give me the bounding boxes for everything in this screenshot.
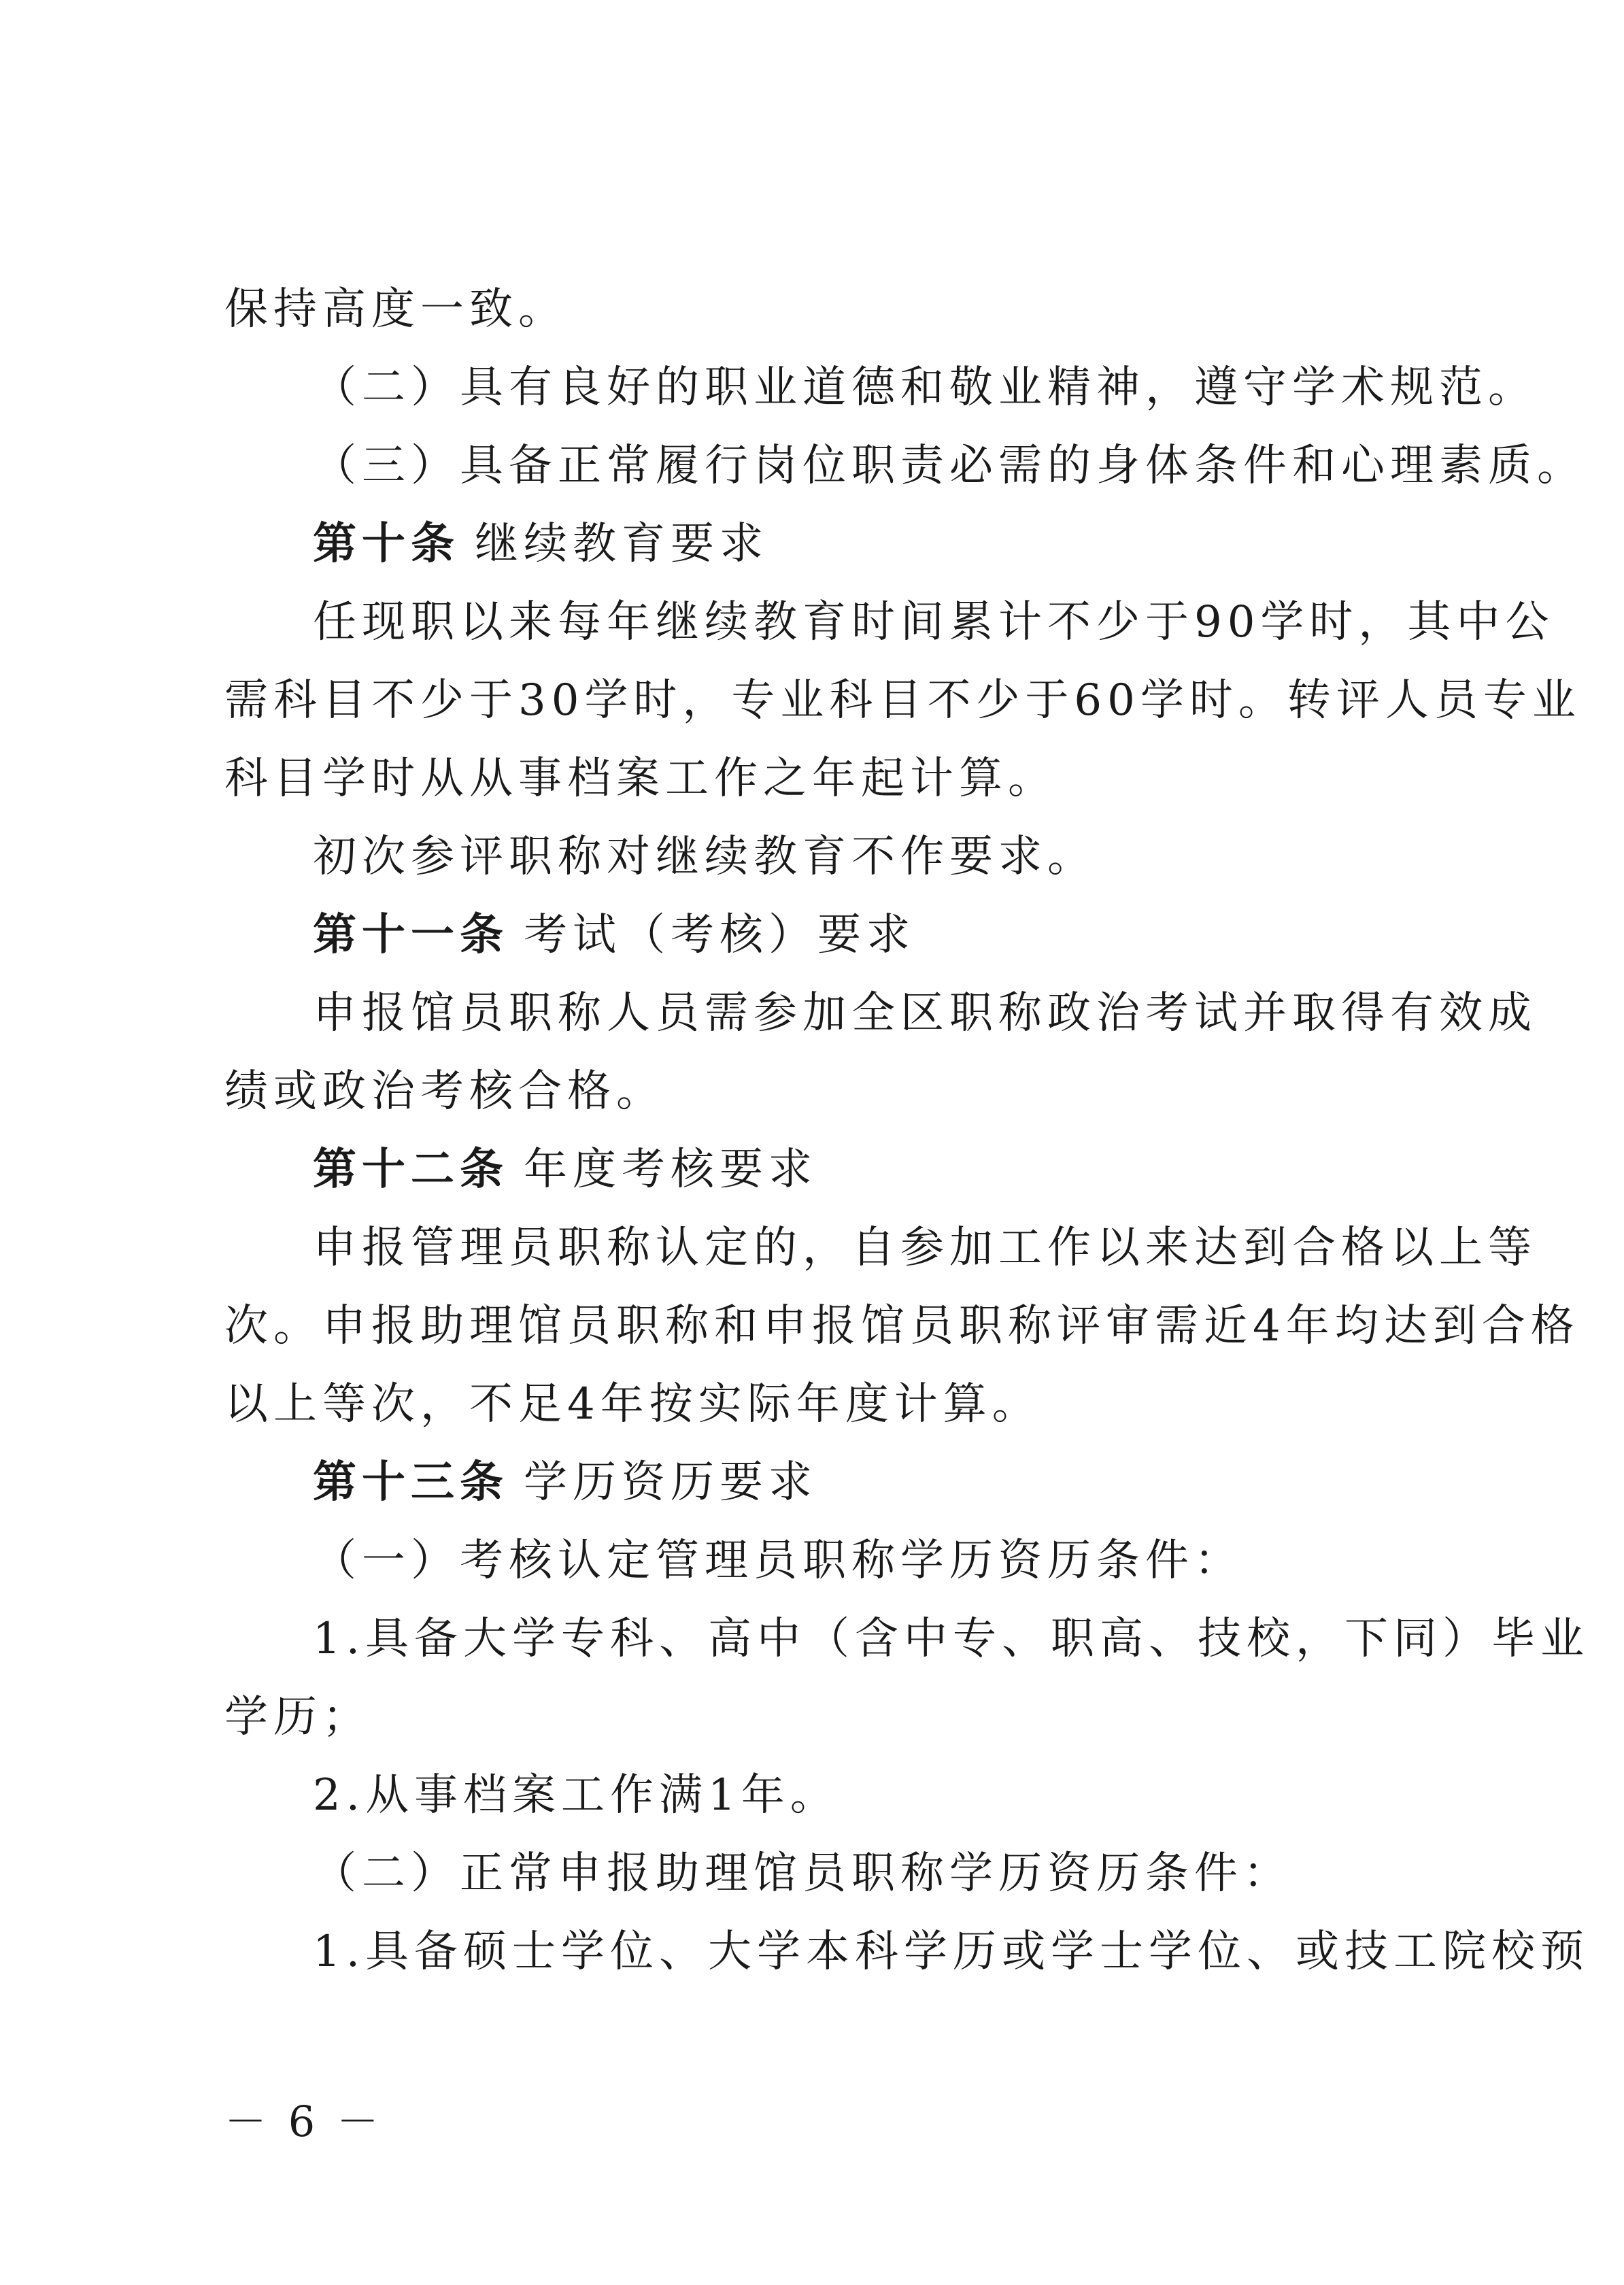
article-heading bbox=[313, 513, 768, 575]
article-number: 第十二条 bbox=[313, 1145, 509, 1195]
line-text: （一）考核认定管理员职称学历资历条件： bbox=[313, 1536, 1243, 1586]
text-line bbox=[224, 670, 1581, 731]
line-text: 保持高度一致。 bbox=[224, 284, 567, 335]
line-text: （二）正常申报助理馆员职称学历资历条件： bbox=[313, 1848, 1292, 1899]
line-text: 任现职以来每年继续教育时间累计不少于90学时，其中公 bbox=[313, 597, 1555, 647]
article-heading bbox=[313, 1452, 817, 1513]
line-text: 科目学时从从事档案工作之年起计算。 bbox=[224, 754, 1057, 804]
article-title: 继续教育要求 bbox=[475, 519, 768, 569]
line-text: 申报管理员职称认定的，自参加工作以来达到合格以上等 bbox=[313, 1223, 1537, 1273]
text-line bbox=[224, 1061, 665, 1122]
line-text: （二）具有良好的职业道德和敬业精神，遵守学术规范。 bbox=[313, 362, 1537, 413]
text-line bbox=[224, 748, 1057, 809]
article-number: 第十条 bbox=[313, 519, 460, 569]
text-line bbox=[224, 1374, 1041, 1435]
article-heading bbox=[313, 1139, 817, 1200]
text-line bbox=[313, 592, 1554, 653]
article-title: 考试（考核）要求 bbox=[524, 910, 915, 960]
line-text: 2.从事档案工作满1年。 bbox=[313, 1770, 839, 1821]
line-text: 以上等次，不足4年按实际年度计算。 bbox=[224, 1379, 1041, 1429]
text-line bbox=[313, 435, 1586, 496]
line-text: （三）具备正常履行岗位职责必需的身体条件和心理素质。 bbox=[313, 441, 1586, 491]
line-text: 1.具备大学专科、高中（含中专、职高、技校，下同）毕业 bbox=[313, 1614, 1590, 1664]
article-heading bbox=[313, 904, 915, 966]
text-line bbox=[224, 1296, 1580, 1357]
text-line bbox=[313, 1765, 839, 1826]
article-number: 第十一条 bbox=[313, 910, 509, 960]
article-number: 第十三条 bbox=[313, 1457, 509, 1508]
text-line bbox=[313, 1921, 1589, 1982]
text-line bbox=[313, 983, 1537, 1044]
text-line bbox=[313, 826, 1096, 887]
line-text: 申报馆员职称人员需参加全区职称政治考试并取得有效成 bbox=[313, 988, 1537, 1038]
line-text: 1.具备硕士学位、大学本科学历或学士学位、或技工院校预 bbox=[313, 1927, 1590, 1977]
article-title: 年度考核要求 bbox=[524, 1145, 817, 1195]
line-text: 初次参评职称对继续教育不作要求。 bbox=[313, 832, 1096, 882]
line-text: 次。申报助理馆员职称和申报馆员职称评审需近4年均达到合格 bbox=[224, 1301, 1580, 1351]
text-line bbox=[313, 1530, 1243, 1591]
text-line bbox=[313, 1843, 1292, 1904]
line-text: 学历； bbox=[224, 1692, 371, 1742]
line-text: 需科目不少于30学时，专业科目不少于60学时。转评人员专业 bbox=[224, 675, 1581, 726]
line-text: 绩或政治考核合格。 bbox=[224, 1066, 665, 1117]
text-line bbox=[224, 279, 567, 340]
text-line bbox=[313, 357, 1537, 418]
article-title: 学历资历要求 bbox=[524, 1457, 817, 1508]
text-line bbox=[313, 1608, 1589, 1670]
text-line bbox=[313, 1217, 1537, 1279]
page-number: － 6 － bbox=[224, 2097, 383, 2146]
text-line bbox=[224, 1687, 371, 1748]
